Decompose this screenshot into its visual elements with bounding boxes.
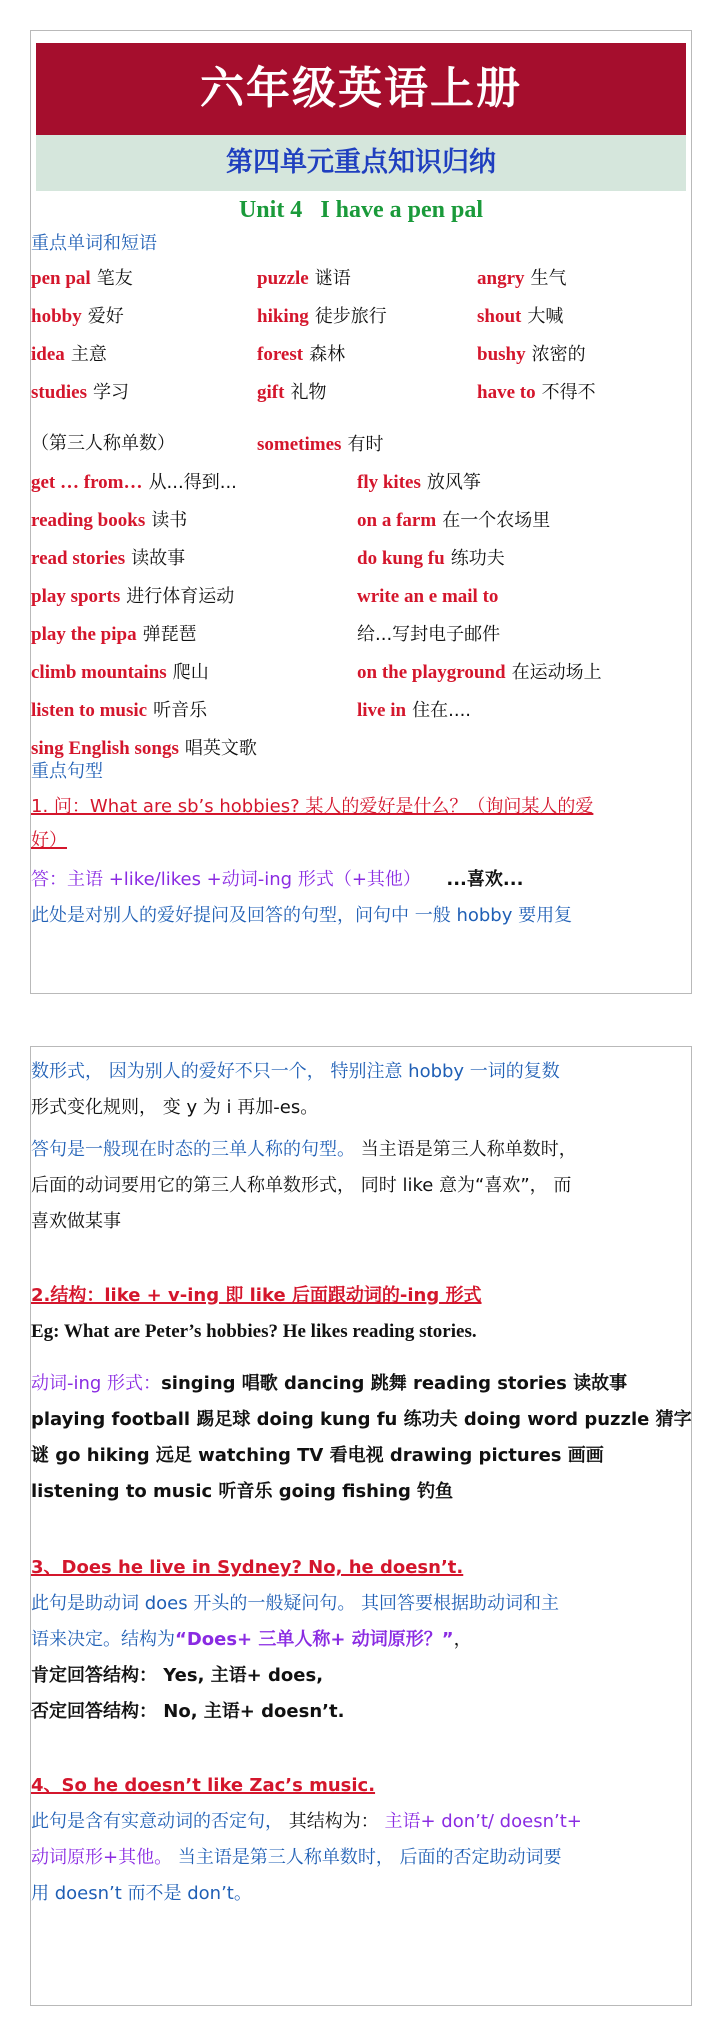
p2-blue: 答句是一般现在时态的三单人称的句型。 [31,1139,355,1160]
phrase-zh: 练功夫 [450,548,505,569]
note-line: 此处是对别人的爱好提问及回答的句型，问句中 一般 hobby 要用复 [31,905,573,926]
vocab-zh: 徒步旅行 [314,306,387,327]
section-two-example [31,1319,677,1345]
p2-line2: 后面的动词要用它的第三人称单数形式， 同时 like 意为“喜欢”， 而 [31,1175,572,1196]
vocab-en: gift [257,382,285,403]
p1-line1 [31,1059,677,1085]
vocab-zh: 爱好 [87,306,124,327]
vocab-note: （第三人称单数） [31,433,175,454]
vocab-en: studies [31,382,87,403]
phrase-zh: 弹琵琶 [142,624,197,645]
sentences-heading: 重点句型 [31,761,103,782]
phrase-en: listen to music [31,700,148,721]
vocab-item [257,379,326,406]
s3-purple: “Does+ 三单人称+ 动词原形？” [175,1629,454,1650]
phrase-item [31,545,185,572]
s3-line2 [31,1627,677,1653]
p2-line3: 喜欢做某事 [31,1211,121,1232]
vocab-item [257,265,351,292]
phrase-en: fly kites [357,472,421,493]
phrase-en: reading books [31,510,146,531]
p1-text: 数形式， 因为别人的爱好不只一个， 特别注意 hobby 一词的复数 [31,1061,560,1082]
vocab-item [477,379,596,406]
s4-purple: 主语+ don’t/ doesn’t+ [384,1811,582,1832]
s4-purple2: 动词原形+其他。 [31,1847,173,1868]
p2-line1 [31,1137,677,1163]
phrase-item [31,583,234,610]
page-two [30,1046,692,2006]
phrase-item [31,621,197,648]
phrase-zh: 给...写封电子邮件 [357,624,501,645]
phrase-zh: 放风筝 [426,472,481,493]
vocab-zh: 学习 [93,382,130,403]
vocab-zh: 森林 [309,344,346,365]
vocab-item [31,303,124,330]
phrase-en: write an e mail to [357,586,499,607]
ing-line4: listening to music 听音乐 going fishing 钓鱼 [31,1481,454,1502]
vocab-en: shout [477,306,522,327]
phrase-zh: 读书 [151,510,188,531]
phrase-item [357,697,471,724]
phrase-item [357,545,505,572]
vocab-en: pen pal [31,268,91,289]
unit-name: I have a pen pal [320,197,484,223]
p2-black: 当主语是第三人称单数时， [360,1139,577,1160]
s4-line1 [31,1809,677,1835]
vocab-item [257,341,345,368]
answer-suffix: ...喜欢... [446,869,524,890]
vocab-en: sometimes [257,434,342,455]
phrase-zh: 在一个农场里 [442,510,551,531]
question-one-line1: 1. 问：What are sb’s hobbies? 某人的爱好是什么？（询问某人的爱 [31,796,594,817]
ing-line3: 谜 go hiking 远足 watching TV 看电视 drawing pictures 画画 [31,1445,604,1466]
ing-line2: playing football 踢足球 doing kung fu 练功夫 doing word puzzle 猜字 [31,1409,692,1430]
section-four-title: 4、So he doesn’t like Zac’s music. [31,1775,376,1796]
s3-positive: 肯定回答结构： Yes, 主语+ does, [31,1665,324,1686]
phrase-en: on a farm [357,510,437,531]
phrase-item [357,507,550,534]
answer-prefix: 答：主语 +like/likes +动词-ing 形式（+其他） [31,869,421,890]
phrase-en: on the playground [357,662,506,683]
s3-line1: 此句是助动词 does 开头的一般疑问句。 其回答要根据助动词和主 [31,1593,560,1614]
question-one-line2: 好） [31,830,67,851]
vocab-zh: 主意 [70,344,107,365]
vocab-zh: 生气 [530,268,567,289]
answer-structure [31,867,677,893]
vocab-en: forest [257,344,304,365]
ing-text: singing 唱歌 dancing 跳舞 reading stories 读故事 [161,1373,628,1394]
phrase-zh: 唱英文歌 [184,738,257,759]
ing-label: 动词-ing 形式： [31,1373,162,1394]
vocab-zh: 不得不 [541,382,596,403]
vocab-item [477,303,563,330]
phrase-en: play the pipa [31,624,137,645]
s3-end: ， [453,1629,472,1650]
s3-negative: 否定回答结构： No, 主语+ doesn’t. [31,1701,345,1722]
s4-black: 其结构为： [288,1811,379,1832]
phrase-en: sing English songs [31,738,179,759]
vocab-zh: 大喊 [527,306,564,327]
unit-title [31,197,691,224]
section-three-title: 3、Does he live in Sydney? No, he doesn’t. [31,1557,464,1578]
s4-line2 [31,1845,677,1871]
vocab-zh: 笔友 [96,268,133,289]
phrase-en: do kung fu [357,548,445,569]
s3-blue: 语来决定。结构为 [31,1629,175,1650]
vocab-item [257,431,383,458]
phrase-item [357,659,602,686]
vocab-en: hobby [31,306,82,327]
vocab-heading: 重点单词和短语 [31,233,157,254]
s4-blue: 此句是含有实意动词的否定句， [31,1811,283,1832]
phrase-en: read stories [31,548,126,569]
vocab-item [477,341,586,368]
phrase-item [357,621,500,648]
phrase-zh: 听音乐 [153,700,208,721]
phrase-item [31,507,187,534]
s4-blue2: 当主语是第三人称单数时， 后面的否定助动词要 [177,1847,562,1868]
vocab-zh: 谜语 [314,268,351,289]
phrase-zh: 在运动场上 [511,662,602,683]
phrase-item [31,697,207,724]
phrase-item [31,735,257,762]
vocab-item [477,265,567,292]
phrase-en: climb mountains [31,662,167,683]
phrase-item [31,469,237,496]
page-title: 六年级英语上册 [36,43,686,135]
phrase-zh: 从...得到... [148,472,237,493]
phrase-zh: 进行体育运动 [126,586,235,607]
phrase-en: play sports [31,586,121,607]
vocab-en: angry [477,268,525,289]
phrase-en: get … from… [31,472,143,493]
phrase-item [31,659,209,686]
phrase-zh: 住在.... [412,700,472,721]
ing-line1 [31,1371,677,1397]
vocab-item [31,265,133,292]
phrase-en: live in [357,700,407,721]
phrase-zh: 读故事 [131,548,186,569]
vocab-zh: 有时 [347,434,384,455]
phrase-zh: 爬山 [172,662,209,683]
example-text: Eg: What are Peter’s hobbies? He likes reading stories. [31,1321,477,1342]
p1-line2: 形式变化规则， 变 y 为 i 再加-es。 [31,1097,319,1118]
s4-line3: 用 doesn’t 而不是 don’t。 [31,1883,252,1904]
page-subtitle: 第四单元重点知识归纳 [36,135,686,191]
vocab-item [257,303,387,330]
phrase-item [357,469,481,496]
vocab-en: hiking [257,306,309,327]
vocab-en: bushy [477,344,526,365]
vocab-zh: 浓密的 [531,344,586,365]
vocab-en: have to [477,382,536,403]
unit-label: Unit 4 [238,197,303,223]
vocab-item [31,379,129,406]
vocab-en: puzzle [257,268,309,289]
vocab-item [31,341,107,368]
vocab-en: idea [31,344,65,365]
section-two-title: 2.结构：like + v-ing 即 like 后面跟动词的-ing 形式 [31,1285,482,1306]
vocab-zh: 礼物 [290,382,327,403]
page-one [30,30,692,994]
phrase-item [357,583,498,610]
